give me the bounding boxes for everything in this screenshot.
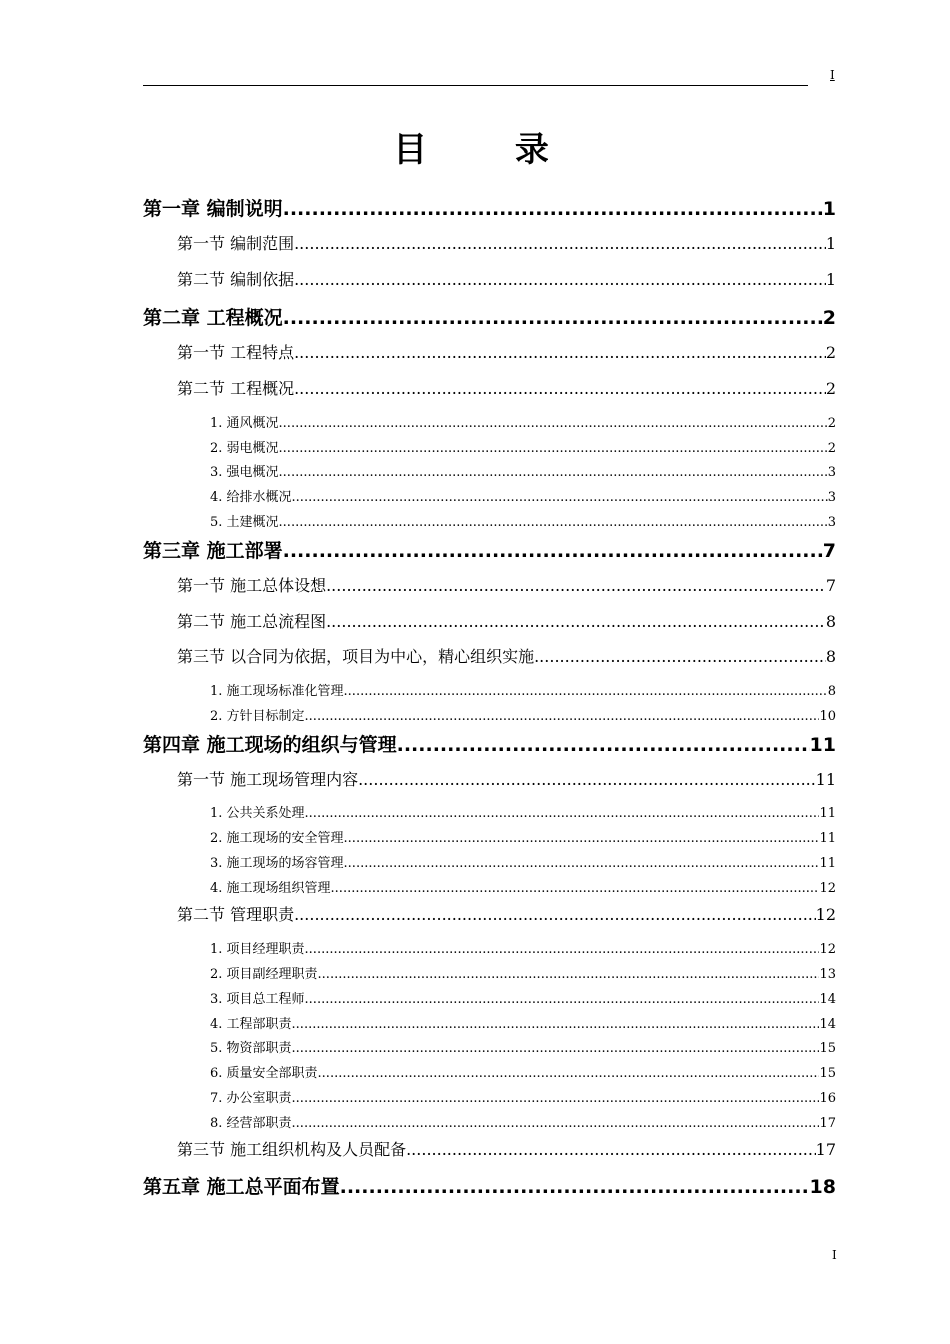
toc-entry-level-3[interactable] (210, 684, 836, 700)
toc-entry-page-number: 11 (819, 806, 836, 821)
toc-entry-page-number: 3 (827, 490, 836, 505)
toc-dot-leader (305, 992, 820, 1008)
header-rule (143, 85, 808, 86)
toc-entry-page-number: 17 (819, 1116, 836, 1131)
toc-entry-page-number: 13 (819, 967, 836, 982)
toc-entry-level-3[interactable] (210, 709, 836, 725)
toc-dot-leader (305, 806, 820, 822)
toc-entry-level-3[interactable] (210, 1017, 836, 1033)
header-page-number: I (830, 68, 835, 82)
toc-entry-level-3[interactable] (210, 856, 836, 872)
toc-entry-label: 4. 给排水概况 (210, 490, 292, 505)
toc-dot-leader (279, 416, 828, 432)
toc-entry-level-1[interactable] (143, 539, 836, 563)
toc-dot-leader (358, 770, 816, 790)
toc-dot-leader (344, 856, 820, 872)
toc-dot-leader (318, 967, 820, 983)
toc-entry-label: 2. 施工现场的安全管理 (210, 831, 344, 846)
toc-entry-page-number: 12 (819, 942, 836, 957)
toc-entry-label: 1. 通风概况 (210, 416, 279, 431)
toc-entry-label: 5. 土建概况 (210, 515, 279, 530)
toc-entry-label: 2. 项目副经理职责 (210, 967, 318, 982)
toc-dot-leader (279, 441, 828, 457)
toc-entry-page-number: 1 (822, 198, 836, 220)
toc-entry-label: 第二节 编制依据 (177, 270, 295, 289)
toc-dot-leader (534, 647, 826, 667)
toc-dot-leader (326, 576, 826, 596)
toc-entry-label: 第二节 管理职责 (177, 905, 295, 924)
toc-entry-label: 第三节 施工组织机构及人员配备 (177, 1140, 407, 1159)
toc-dot-leader (283, 197, 823, 221)
toc-dot-leader (397, 733, 810, 757)
toc-entry-label: 第一章 编制说明 (143, 198, 283, 220)
toc-entry-label: 第五章 施工总平面布置 (143, 1176, 340, 1198)
toc-entry-label: 2. 方针目标制定 (210, 709, 305, 724)
toc-entry-label: 3. 项目总工程师 (210, 992, 305, 1007)
toc-entry-page-number: 12 (815, 905, 836, 924)
toc-entry-level-2[interactable] (177, 576, 836, 596)
toc-entry-page-number: 14 (819, 992, 836, 1007)
toc-entry-label: 7. 办公室职责 (210, 1091, 292, 1106)
page-title: 目 录 (393, 130, 587, 170)
toc-entry-level-2[interactable] (177, 343, 836, 363)
toc-entry-level-3[interactable] (210, 465, 836, 481)
toc-entry-label: 第三章 施工部署 (143, 540, 283, 562)
toc-dot-leader (294, 343, 826, 363)
toc-entry-page-number: 1 (825, 270, 836, 289)
toc-entry-level-2[interactable] (177, 234, 836, 254)
toc-entry-page-number: 1 (825, 234, 836, 253)
toc-entry-page-number: 2 (827, 441, 836, 456)
toc-entry-label: 1. 项目经理职责 (210, 942, 305, 957)
toc-entry-page-number: 7 (825, 576, 836, 595)
toc-entry-label: 1. 公共关系处理 (210, 806, 305, 821)
toc-entry-page-number: 11 (819, 856, 836, 871)
toc-dot-leader (292, 1017, 820, 1033)
toc-dot-leader (294, 905, 816, 925)
toc-entry-label: 2. 弱电概况 (210, 441, 279, 456)
toc-entry-label: 8. 经营部职责 (210, 1116, 292, 1131)
toc-entry-label: 第一节 施工现场管理内容 (177, 770, 359, 789)
toc-entry-level-3[interactable] (210, 806, 836, 822)
toc-entry-page-number: 12 (819, 881, 836, 896)
toc-entry-level-3[interactable] (210, 515, 836, 531)
toc-entry-label: 6. 质量安全部职责 (210, 1066, 318, 1081)
footer-page-number: I (832, 1248, 837, 1262)
toc-entry-level-2[interactable] (177, 905, 836, 925)
toc-entry-level-1[interactable] (143, 197, 836, 221)
toc-entry-label: 第一节 工程特点 (177, 343, 295, 362)
toc-entry-level-3[interactable] (210, 490, 836, 506)
toc-entry-label: 1. 施工现场标准化管理 (210, 684, 344, 699)
toc-entry-page-number: 7 (822, 540, 836, 562)
toc-entry-label: 第二章 工程概况 (143, 307, 283, 329)
toc-entry-label: 第二节 施工总流程图 (177, 612, 327, 631)
toc-entry-page-number: 16 (819, 1091, 836, 1106)
toc-entry-level-3[interactable] (210, 1066, 836, 1082)
toc-dot-leader (292, 1091, 820, 1107)
toc-dot-leader (292, 1116, 820, 1132)
toc-dot-leader (294, 379, 826, 399)
toc-entry-page-number: 2 (825, 343, 836, 362)
toc-entry-page-number: 3 (827, 515, 836, 530)
toc-entry-page-number: 2 (825, 379, 836, 398)
toc-entry-page-number: 10 (819, 709, 836, 724)
toc-dot-leader (318, 1066, 820, 1082)
toc-dot-leader (294, 234, 826, 254)
toc-entry-level-3[interactable] (210, 1041, 836, 1057)
toc-dot-leader (344, 684, 828, 700)
toc-entry-page-number: 8 (825, 612, 836, 631)
toc-entry-page-number: 3 (827, 465, 836, 480)
toc-entry-level-2[interactable] (177, 770, 836, 790)
toc-entry-page-number: 8 (827, 684, 836, 699)
toc-dot-leader (326, 612, 826, 632)
toc-entry-page-number: 15 (819, 1041, 836, 1056)
toc-entry-label: 第一节 施工总体设想 (177, 576, 327, 595)
toc-dot-leader (340, 1175, 810, 1199)
toc-dot-leader (279, 465, 828, 481)
toc-dot-leader (292, 1041, 820, 1057)
toc-entry-level-2[interactable] (177, 379, 836, 399)
toc-entry-level-3[interactable] (210, 967, 836, 983)
toc-dot-leader (292, 490, 828, 506)
toc-entry-level-1[interactable] (143, 306, 836, 330)
toc-entry-level-3[interactable] (210, 881, 836, 897)
toc-entry-level-2[interactable] (177, 647, 836, 667)
toc-entry-level-3[interactable] (210, 831, 836, 847)
toc-entry-page-number: 15 (819, 1066, 836, 1081)
toc-entry-label: 第一节 编制范围 (177, 234, 295, 253)
toc-entry-page-number: 17 (815, 1140, 836, 1159)
toc-dot-leader (283, 539, 823, 563)
toc-entry-label: 3. 施工现场的场容管理 (210, 856, 344, 871)
toc-entry-level-2[interactable] (177, 270, 836, 290)
toc-entry-level-1[interactable] (143, 1175, 836, 1199)
toc-entry-page-number: 11 (815, 770, 836, 789)
toc-entry-label: 第四章 施工现场的组织与管理 (143, 734, 397, 756)
toc-entry-label: 3. 强电概况 (210, 465, 279, 480)
toc-entry-page-number: 2 (822, 307, 836, 329)
toc-entry-label: 4. 施工现场组织管理 (210, 881, 331, 896)
toc-entry-page-number: 11 (809, 734, 836, 756)
toc-entry-label: 5. 物资部职责 (210, 1041, 292, 1056)
toc-entry-level-3[interactable] (210, 992, 836, 1008)
toc-entry-level-1[interactable] (143, 733, 836, 757)
toc-entry-level-3[interactable] (210, 942, 836, 958)
toc-entry-page-number: 14 (819, 1017, 836, 1032)
toc-entry-page-number: 8 (825, 647, 836, 666)
toc-entry-level-2[interactable] (177, 612, 836, 632)
toc-entry-page-number: 18 (809, 1176, 836, 1198)
toc-entry-page-number: 11 (819, 831, 836, 846)
toc-entry-page-number: 2 (827, 416, 836, 431)
toc-dot-leader (305, 709, 820, 725)
toc-dot-leader (283, 306, 823, 330)
toc-dot-leader (344, 831, 820, 847)
toc-entry-level-3[interactable] (210, 441, 836, 457)
toc-entry-level-3[interactable] (210, 416, 836, 432)
toc-entry-level-3[interactable] (210, 1091, 836, 1107)
toc-dot-leader (406, 1140, 816, 1160)
toc-entry-label: 4. 工程部职责 (210, 1017, 292, 1032)
toc-dot-leader (305, 942, 820, 958)
toc-dot-leader (294, 270, 826, 290)
toc-dot-leader (331, 881, 820, 897)
toc-dot-leader (279, 515, 828, 531)
toc-entry-label: 第三节 以合同为依据，项目为中心，精心组织实施 (177, 647, 535, 666)
toc-entry-level-3[interactable] (210, 1116, 836, 1132)
toc-entry-label: 第二节 工程概况 (177, 379, 295, 398)
toc-entry-level-2[interactable] (177, 1140, 836, 1160)
